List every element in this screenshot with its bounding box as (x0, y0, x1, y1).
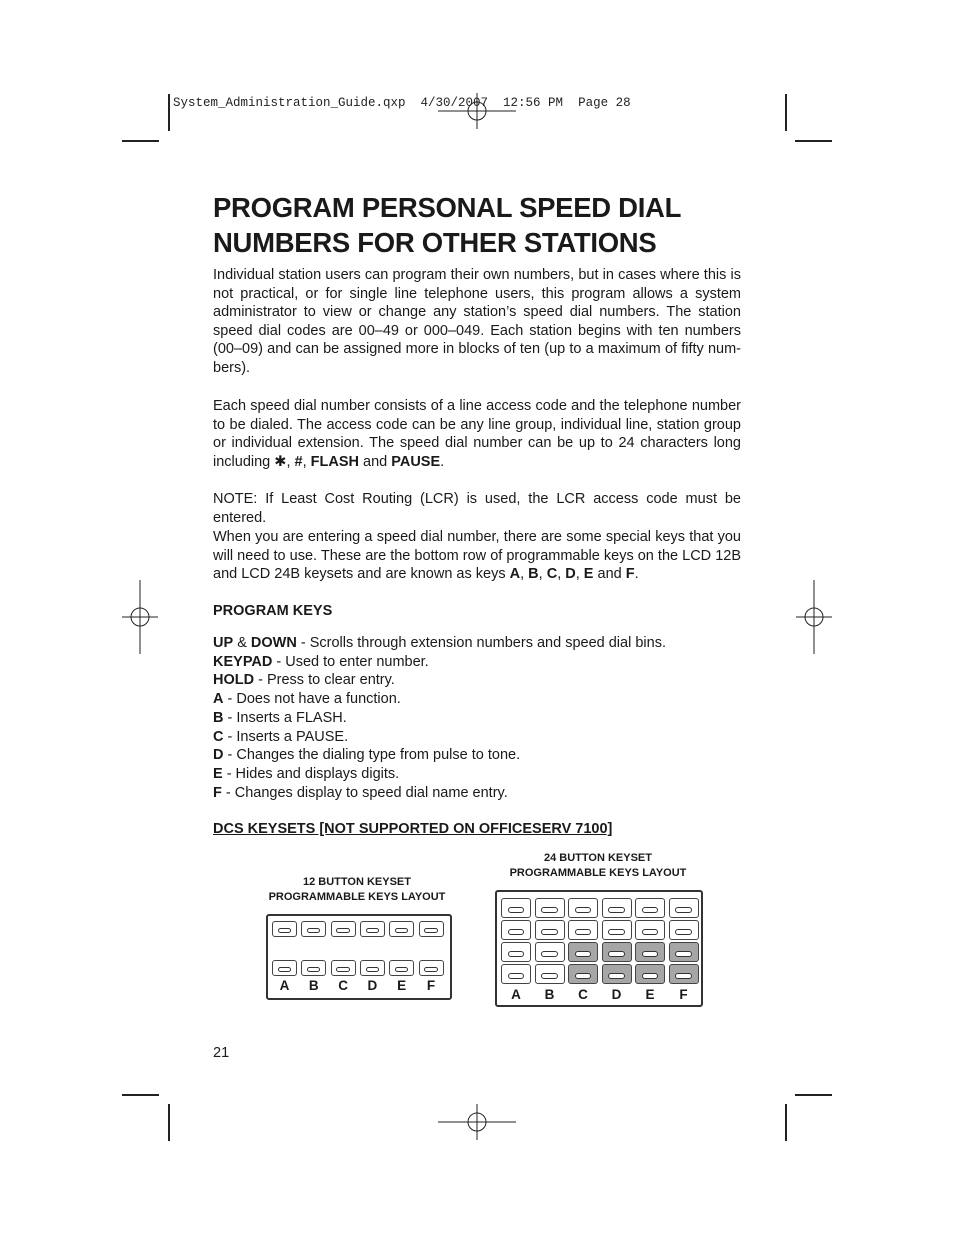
caption-line: 24 BUTTON KEYSET (544, 852, 652, 864)
key-name: HOLD (213, 672, 255, 689)
special-keys-text: When you are entering a speed dial number, there are some special keys that you will need to use. These are the bottom row of programmable keys on the LCD 12B and LCD 24B keysets and are known as keys (213, 529, 741, 583)
registration-mark-icon (122, 580, 158, 654)
key-indicator (675, 973, 691, 979)
key-label: C (338, 978, 348, 993)
programmable-key (360, 921, 385, 937)
key-letter: A (509, 566, 521, 583)
keyset24-caption (498, 851, 698, 881)
key-indicator (336, 928, 349, 933)
key-label: A (279, 978, 290, 993)
programmable-key (568, 898, 598, 918)
key-indicator (608, 951, 624, 957)
crop-mark (122, 140, 159, 142)
key-name: F (213, 784, 222, 801)
key-description: - Press to clear entry. (254, 672, 395, 689)
key-indicator (675, 929, 691, 935)
programmable-key (301, 921, 326, 937)
programmable-key (568, 964, 598, 984)
key-indicator (424, 967, 437, 972)
list-item (213, 671, 753, 690)
key-indicator (395, 928, 408, 933)
key-label: F (426, 978, 436, 993)
key-description: - Scrolls through extension numbers and speed dial bins. (296, 635, 666, 651)
list-item (213, 709, 753, 728)
key-description: - Hides and displays digits. (222, 765, 400, 782)
programmable-key (301, 960, 326, 976)
key-indicator (642, 929, 658, 935)
key-letter: D (565, 566, 576, 583)
intro-paragraph: Individual station users can program their own numbers, but in cases where this is not practical, or for single line telephone users, this program allows a system administrator to view or change any station’s speed dial numbers. The station speed dial codes are 00–49 or 000–049. Each station begins with ten numbers (00–09) and can be assigned more in blocks of ten (up to a maximum of fifty num-bers). (213, 267, 741, 376)
keyset12-caption (262, 875, 452, 905)
caption-line: 12 BUTTON KEYSET (303, 876, 411, 888)
programmable-key (635, 898, 665, 918)
crop-mark (785, 94, 787, 131)
key-indicator (424, 928, 437, 933)
list-item (213, 728, 753, 747)
program-keys-list (213, 634, 753, 802)
lcr-note: NOTE: If Least Cost Routing (LCR) is used, the LCR access code must be entered. (213, 491, 741, 526)
key-name: D (213, 747, 224, 764)
key-label: D (367, 978, 378, 993)
programmable-key (602, 898, 632, 918)
key-indicator (642, 973, 658, 979)
key-name: E (213, 765, 223, 782)
programmable-key (272, 960, 297, 976)
key-name: C (213, 728, 224, 745)
key-label: D (611, 987, 622, 1002)
page-title: PROGRAM PERSONAL SPEED DIAL NUMBERS FOR OTHER STATIONS (213, 192, 681, 258)
programmable-key (568, 942, 598, 962)
key-description: - Inserts a FLASH. (223, 709, 347, 726)
list-item (213, 634, 753, 653)
key-label: B (544, 987, 555, 1002)
speed-dial-text: Each speed dial number consists of a line access code and the telephone number to be dialed. The access code can be any line group, individual line, station group or individual extension. The speed dial number can be up to 24 characters long including (213, 398, 741, 470)
file-slug: System_Administration_Guide.qxp 4/30/2007 12:56 PM Page 28 (173, 96, 631, 110)
key-description: - Changes the dialing type from pulse to tone. (223, 747, 521, 764)
flash-keyword: FLASH (310, 453, 359, 470)
key-indicator (508, 951, 524, 957)
key-indicator (575, 907, 591, 913)
list-item (213, 784, 753, 803)
key-label: F (679, 987, 688, 1002)
key-indicator (608, 973, 624, 979)
speed-dial-paragraph: Each speed dial number consists of a line access code and the telephone number to be dialed. The access code can be any line group, individual line, station group or individual extension. The speed dial number can be up to 24 characters long including ✱, #, FLASH and PAUSE. (213, 398, 741, 470)
list-item (213, 690, 753, 709)
programmable-key (635, 942, 665, 962)
key-indicator (508, 929, 524, 935)
hash-symbol: # (294, 453, 303, 470)
program-keys-heading: PROGRAM KEYS (213, 603, 333, 619)
key-indicator (307, 967, 320, 972)
key-letter: E (583, 566, 594, 583)
key-indicator (541, 907, 557, 913)
programmable-key (535, 964, 565, 984)
key-indicator (642, 907, 658, 913)
key-label: E (645, 987, 655, 1002)
list-item (213, 653, 753, 672)
key-letter: C (546, 566, 558, 583)
key-indicator (541, 973, 557, 979)
and-text: and (363, 453, 388, 470)
caption-line: PROGRAMMABLE KEYS LAYOUT (509, 867, 687, 879)
key-indicator (307, 928, 320, 933)
programmable-key (272, 921, 297, 937)
key-indicator (366, 928, 379, 933)
programmable-key (602, 964, 632, 984)
key-indicator (366, 967, 379, 972)
programmable-key (669, 920, 699, 940)
key-letter: F (625, 566, 635, 583)
programmable-key (602, 920, 632, 940)
key-indicator (675, 907, 691, 913)
star-symbol: ✱ (274, 453, 287, 470)
registration-mark-icon (438, 1104, 516, 1140)
list-item (213, 765, 753, 784)
dcs-keysets-heading: DCS KEYSETS [NOT SUPPORTED ON OFFICESERV 7100] (213, 821, 613, 837)
programmable-key (331, 921, 356, 937)
key-indicator (642, 951, 658, 957)
key-indicator (575, 951, 591, 957)
key-indicator (575, 973, 591, 979)
key-indicator (675, 951, 691, 957)
key-indicator (541, 951, 557, 957)
key-description: - Used to enter number. (272, 653, 429, 670)
key-indicator (541, 929, 557, 935)
key-indicator (336, 967, 349, 972)
programmable-key (535, 898, 565, 918)
and-text: and (597, 566, 622, 583)
programmable-key (535, 920, 565, 940)
programmable-key (669, 942, 699, 962)
programmable-key (360, 960, 385, 976)
programmable-key (389, 960, 414, 976)
keyset-12-diagram (266, 914, 452, 1000)
key-indicator (508, 973, 524, 979)
programmable-key (635, 920, 665, 940)
programmable-key (419, 960, 444, 976)
programmable-key (669, 898, 699, 918)
key-indicator (508, 907, 524, 913)
keyset-24-diagram (495, 890, 703, 1007)
key-name: B (213, 709, 224, 726)
pause-keyword: PAUSE (391, 453, 441, 470)
crop-mark (168, 1104, 170, 1141)
programmable-key (568, 920, 598, 940)
key-description: - Does not have a function. (223, 691, 401, 708)
programmable-key (501, 920, 531, 940)
special-keys-paragraph: When you are entering a speed dial number, there are some special keys that you will need to use. These are the bottom row of programmable keys on the LCD 12B and LCD 24B keysets and are known as keys A, B, C, D, E and F. (213, 529, 741, 583)
ampersand: & (237, 635, 247, 651)
programmable-key (419, 921, 444, 937)
programmable-key (602, 942, 632, 962)
crop-mark (795, 140, 832, 142)
key-indicator (608, 907, 624, 913)
programmable-key (669, 964, 699, 984)
key-name: KEYPAD (213, 653, 273, 670)
key-label: C (578, 987, 588, 1002)
caption-line: PROGRAMMABLE KEYS LAYOUT (268, 891, 446, 903)
crop-mark (785, 1104, 787, 1141)
programmable-key (635, 964, 665, 984)
key-letter: B (528, 566, 539, 583)
key-description: - Inserts a PAUSE. (223, 728, 349, 745)
crop-mark (795, 1094, 832, 1096)
key-label: B (308, 978, 319, 993)
key-indicator (575, 929, 591, 935)
key-indicator (608, 929, 624, 935)
registration-mark-icon (438, 93, 516, 129)
programmable-key (501, 942, 531, 962)
key-name: DOWN (250, 635, 297, 651)
key-description: - Changes display to speed dial name entry. (221, 784, 508, 801)
key-name: UP (213, 635, 234, 651)
key-indicator (395, 967, 408, 972)
key-name: A (213, 691, 224, 708)
page-number: 21 (213, 1045, 230, 1061)
programmable-key (331, 960, 356, 976)
registration-mark-icon (796, 580, 832, 654)
crop-mark (168, 94, 170, 131)
programmable-key (535, 942, 565, 962)
programmable-key (501, 964, 531, 984)
programmable-key (389, 921, 414, 937)
programmable-key (501, 898, 531, 918)
key-indicator (278, 928, 291, 933)
key-label: A (511, 987, 521, 1002)
list-item (213, 746, 753, 765)
crop-mark (122, 1094, 159, 1096)
key-indicator (278, 967, 291, 972)
key-label: E (397, 978, 407, 993)
